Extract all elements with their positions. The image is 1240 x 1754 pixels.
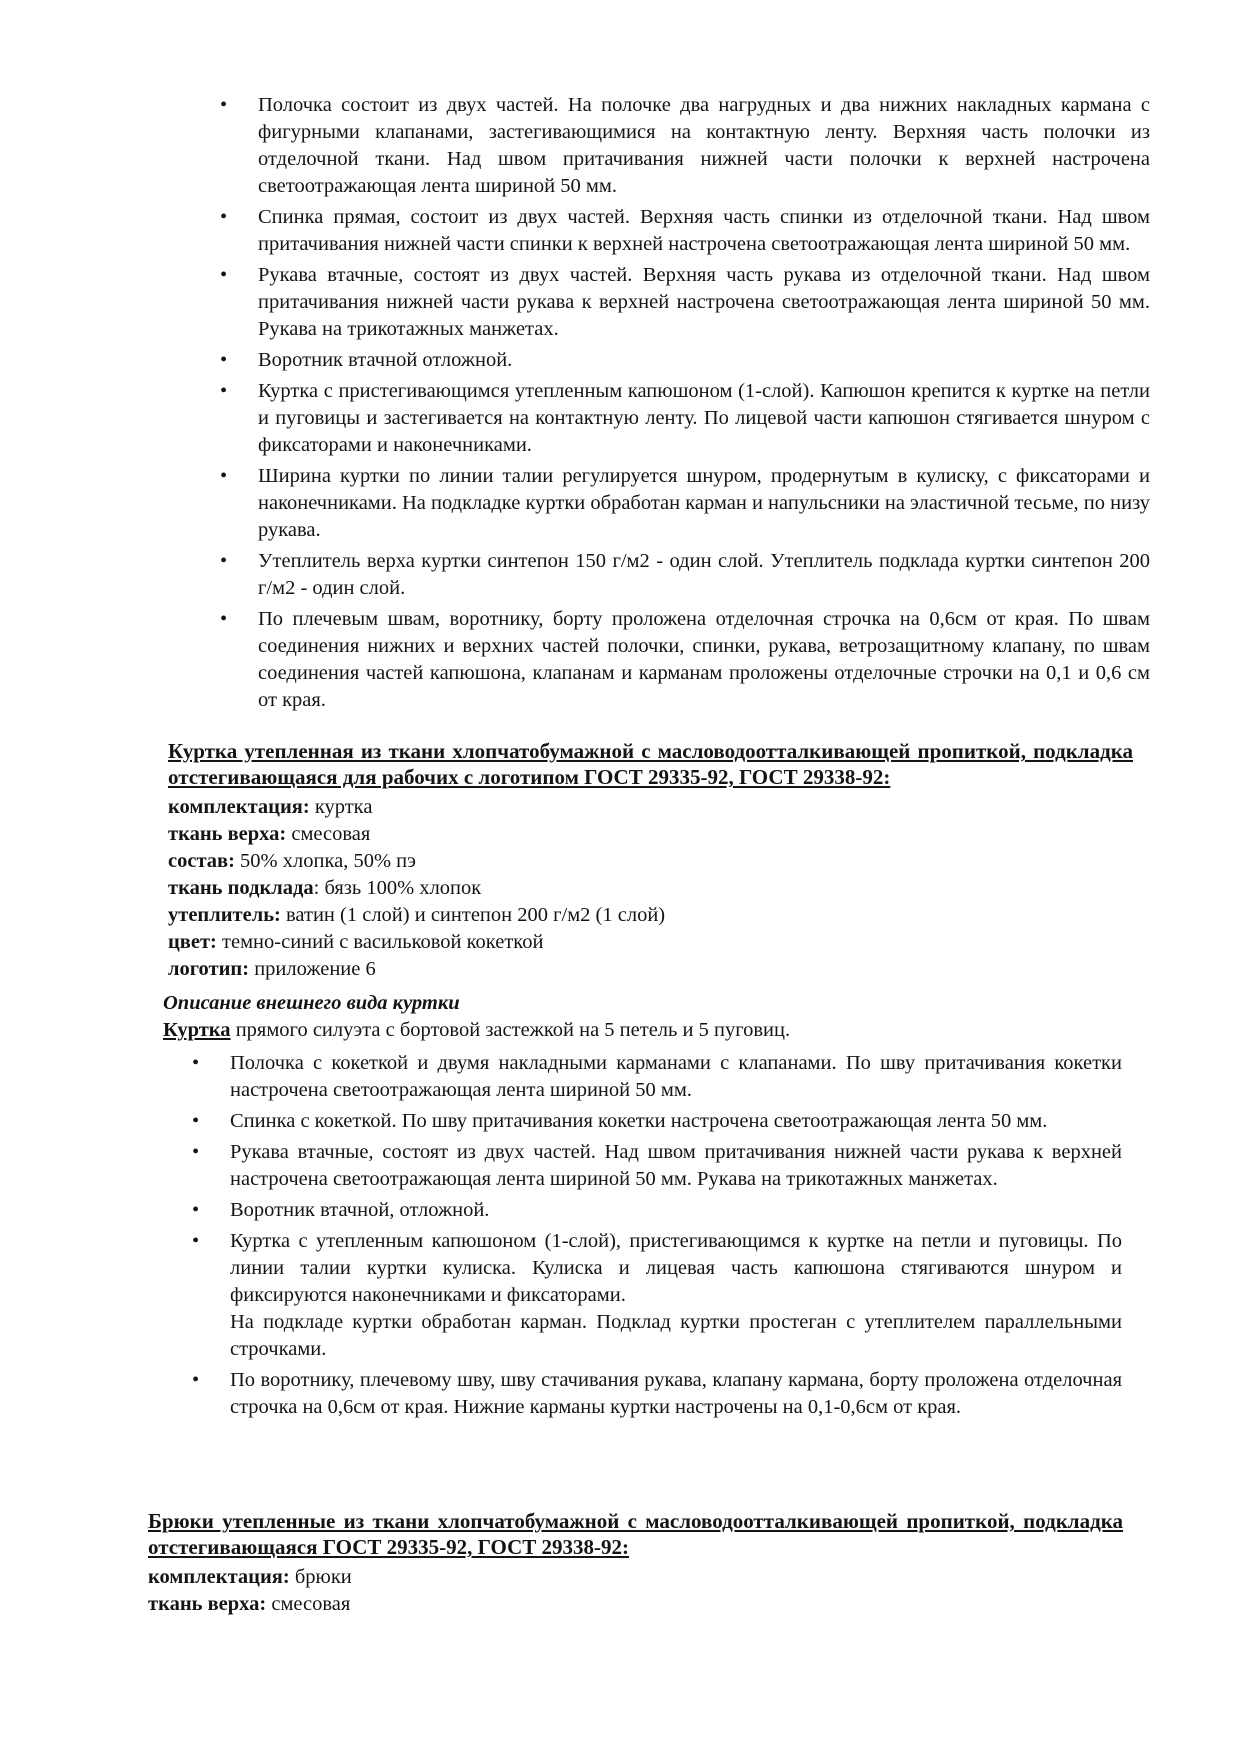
list-item: • Воротник втачной отложной.	[220, 347, 1150, 374]
spec-row: ткань верха: смесовая	[168, 823, 371, 845]
bullet-icon: •	[220, 380, 228, 402]
trousers-heading: Брюки утепленные из ткани хлопчатобумажной с масловодоотталкивающей пропиткой, подкладка отстегивающаяся ГОСТ 29335-92, ГОСТ 29338-92:	[148, 1509, 1123, 1559]
bullet-icon: •	[220, 550, 228, 572]
jacket-spec	[168, 794, 1133, 983]
trousers-spec	[148, 1564, 1123, 1618]
spec-row: ткань верха: смесовая	[148, 1593, 351, 1615]
list-item: • Рукава втачные, состоят из двух частей. Верхняя часть рукава из отделочной ткани. Над швом притачивания нижней части рукава к верхней настрочена светоотражающая лента шириной 50 мм. Рукава на трикотажных манжетах.	[220, 264, 1150, 340]
bullet-icon: •	[220, 608, 228, 630]
list-item: • Спинка с кокеткой. По шву притачивания кокетки настрочена светоотражающая лента 50 мм.	[192, 1108, 1122, 1135]
bullet-icon: •	[220, 465, 228, 487]
bullet-icon: •	[220, 206, 228, 228]
jacket-heading: Куртка утепленная из ткани хлопчатобумажной с масловодоотталкивающей пропиткой, подкладка отстегивающаяся для рабочих с логотипом ГОСТ 29335-92, ГОСТ 29338-92:	[168, 739, 1133, 789]
description-title: Описание внешнего вида куртки	[163, 992, 460, 1014]
section1-list	[220, 92, 1150, 718]
list-item: • По плечевым швам, воротнику, борту проложена отделочная строчка на 0,6см от края. По швам соединения нижних и верхних частей полочки, спинки, рукава, ветрозащитному клапану, по швам соединения частей капюшона, клапанам и карманам проложены отделочные строчки на 0,1 и 0,6 см от края.	[220, 608, 1150, 711]
list-item: • Ширина куртки по линии талии регулируется шнуром, продернутым в кулиску, с фиксаторами и наконечниками. На подкладке куртки обработан карман и напульсники на эластичной тесьме, по низу рукава.	[220, 465, 1150, 541]
list-item: • Воротник втачной, отложной.	[192, 1197, 1122, 1224]
spec-row: логотип: приложение 6	[168, 958, 376, 980]
spec-row: состав: 50% хлопка, 50% пэ	[168, 850, 416, 872]
list-item: • Полочка состоит из двух частей. На полочке два нагрудных и два нижних накладных кармана с фигурными клапанами, застегивающимися на контактную ленту. Верхняя часть полочки из отделочной ткани. Над швом притачивания нижней части полочки к верхней настрочена светоотражающая лента шириной 50 мм.	[220, 94, 1150, 197]
list-item: • Рукава втачные, состоят из двух частей. Над швом притачивания нижней части рукава к верхней настрочена светоотражающая лента шириной 50 мм. Рукава на трикотажных манжетах.	[192, 1141, 1122, 1190]
bullet-icon: •	[192, 1141, 200, 1163]
description-intro: Куртка прямого силуэта с бортовой застежкой на 5 петель и 5 пуговиц.	[163, 1019, 791, 1041]
spec-row: ткань подклада: бязь 100% хлопок	[168, 877, 482, 899]
jacket-description	[163, 990, 1138, 1044]
list-item: • Утеплитель верха куртки синтепон 150 г/м2 - один слой. Утеплитель подклада куртки синтепон 200 г/м2 - один слой.	[220, 550, 1150, 599]
spec-row: комплектация: брюки	[148, 1566, 352, 1588]
list-item: • Куртка с пристегивающимся утепленным капюшоном (1-слой). Капюшон крепится к куртке на петли и пуговицы и застегивается на контактную ленту. По лицевой части капюшон стягивается шнуром с фиксаторами и наконечниками.	[220, 380, 1150, 456]
trousers-section	[148, 1508, 1123, 1618]
spec-row: утеплитель: ватин (1 слой) и синтепон 200 г/м2 (1 слой)	[168, 904, 666, 926]
bullet-icon: •	[192, 1110, 200, 1132]
bullet-icon: •	[220, 94, 228, 116]
list-item: • Куртка с утепленным капюшоном (1-слой), пристегивающимся к куртке на петли и пуговицы. По линии талии куртки кулиска. Кулиска и лицевая часть капюшона стягиваются шнуром и фиксируются наконечниками и фиксаторами. На подкладе куртки обработан карман. Подклад куртки простеган с утеплителем параллельными строчками.	[192, 1230, 1122, 1360]
spec-row: цвет: темно-синий с васильковой кокеткой	[168, 931, 544, 953]
bullet-icon: •	[192, 1199, 200, 1221]
spec-row: комплектация: куртка	[168, 796, 373, 818]
list-item: • Спинка прямая, состоит из двух частей. Верхняя часть спинки из отделочной ткани. Над швом притачивания нижней части спинки к верхней настрочена светоотражающая лента шириной 50 мм.	[220, 206, 1150, 255]
list-item: • По воротнику, плечевому шву, шву стачивания рукава, клапану кармана, борту проложена отделочная строчка на 0,6см от края. Нижние карманы куртки настрочены на 0,1-0,6см от края.	[192, 1369, 1122, 1418]
bullet-icon: •	[192, 1369, 200, 1391]
bullet-icon: •	[220, 349, 228, 371]
bullet-icon: •	[220, 264, 228, 286]
list-item: • Полочка с кокеткой и двумя накладными карманами с клапанами. По шву притачивания кокетки настрочена светоотражающая лента шириной 50 мм.	[192, 1052, 1122, 1101]
bullet-icon: •	[192, 1052, 200, 1074]
jacket-section	[168, 738, 1133, 983]
bullet-icon: •	[192, 1230, 200, 1252]
jacket-list	[192, 1050, 1122, 1425]
